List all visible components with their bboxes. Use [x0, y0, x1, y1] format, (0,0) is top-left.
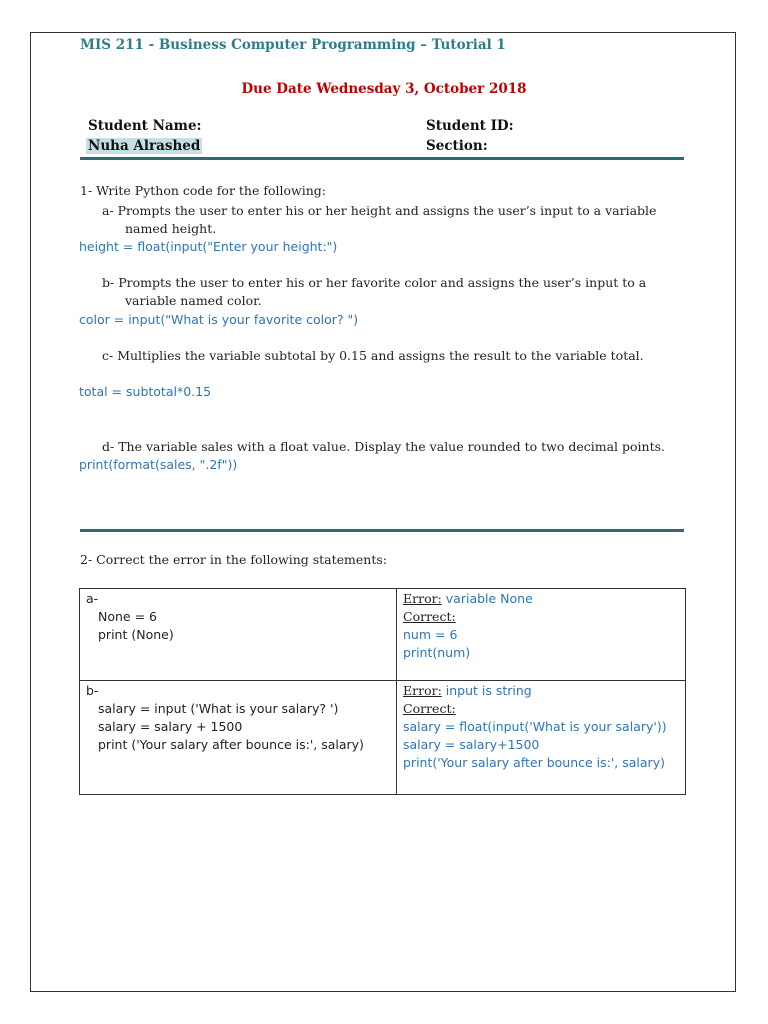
correction-cell — [397, 589, 686, 681]
q1-d-code: print(format(sales, ".2f")) — [79, 457, 238, 472]
student-id-label: Student ID: — [426, 118, 514, 134]
q1-b-text-2: variable named color. — [125, 293, 262, 308]
statement-cell — [80, 681, 397, 795]
error-label: Error: — [403, 683, 442, 698]
error-line — [403, 590, 679, 608]
error-text: input is string — [441, 683, 532, 698]
q1-heading: 1- Write Python code for the following: — [80, 183, 326, 198]
q1-a-text-2: named height. — [125, 221, 217, 236]
error-line — [403, 682, 679, 700]
row-label: a- — [86, 591, 99, 606]
statement-cell — [80, 589, 397, 681]
statement-line: salary = salary + 1500 — [98, 719, 243, 734]
correct-line: print(num) — [403, 645, 471, 660]
correct-line: print('Your salary after bounce is:', salary) — [403, 755, 665, 770]
statement-line: print ('Your salary after bounce is:', salary) — [98, 737, 364, 752]
page-border — [30, 32, 736, 992]
student-name-label: Student Name: — [88, 118, 202, 134]
q2-heading: 2- Correct the error in the following statements: — [80, 552, 387, 567]
section-divider — [80, 529, 684, 532]
q1-b-code: color = input("What is your favorite color? ") — [79, 312, 359, 327]
correct-label: Correct: — [403, 609, 456, 624]
row-label: b- — [86, 683, 99, 698]
error-label: Error: — [403, 591, 442, 606]
q1-d-text: d- The variable sales with a float value. Display the value rounded to two decimal points. — [102, 439, 665, 454]
student-name-highlight: Nuha Alrashed — [88, 138, 201, 154]
error-text: variable None — [441, 591, 533, 606]
section-label: Section: — [426, 138, 488, 154]
document-title: MIS 211 - Business Computer Programming – Tutorial 1 — [80, 37, 506, 53]
due-date: Due Date Wednesday 3, October 2018 — [241, 81, 527, 97]
q1-b-text-1: b- Prompts the user to enter his or her favorite color and assigns the user’s input to a — [102, 275, 647, 290]
correct-line: num = 6 — [403, 627, 458, 642]
header-divider — [80, 157, 684, 160]
correct-line: salary = salary+1500 — [403, 737, 540, 752]
q1-c-text: c- Multiplies the variable subtotal by 0.15 and assigns the result to the variable total. — [102, 348, 644, 363]
student-name-value — [86, 138, 202, 154]
statement-line: print (None) — [98, 627, 174, 642]
statement-line: salary = input ('What is your salary? ') — [98, 701, 339, 716]
q1-a-code: height = float(input("Enter your height:") — [79, 239, 338, 254]
correct-label: Correct: — [403, 701, 456, 716]
q1-a-text-1: a- Prompts the user to enter his or her height and assigns the user’s input to a variable — [102, 203, 657, 218]
q1-c-code: total = subtotal*0.15 — [79, 384, 212, 399]
error-table — [79, 588, 686, 795]
table-row — [80, 589, 686, 681]
correct-line: salary = float(input('What is your salary')) — [403, 719, 667, 734]
table-row — [80, 681, 686, 795]
statement-line: None = 6 — [98, 609, 157, 624]
correction-cell — [397, 681, 686, 795]
